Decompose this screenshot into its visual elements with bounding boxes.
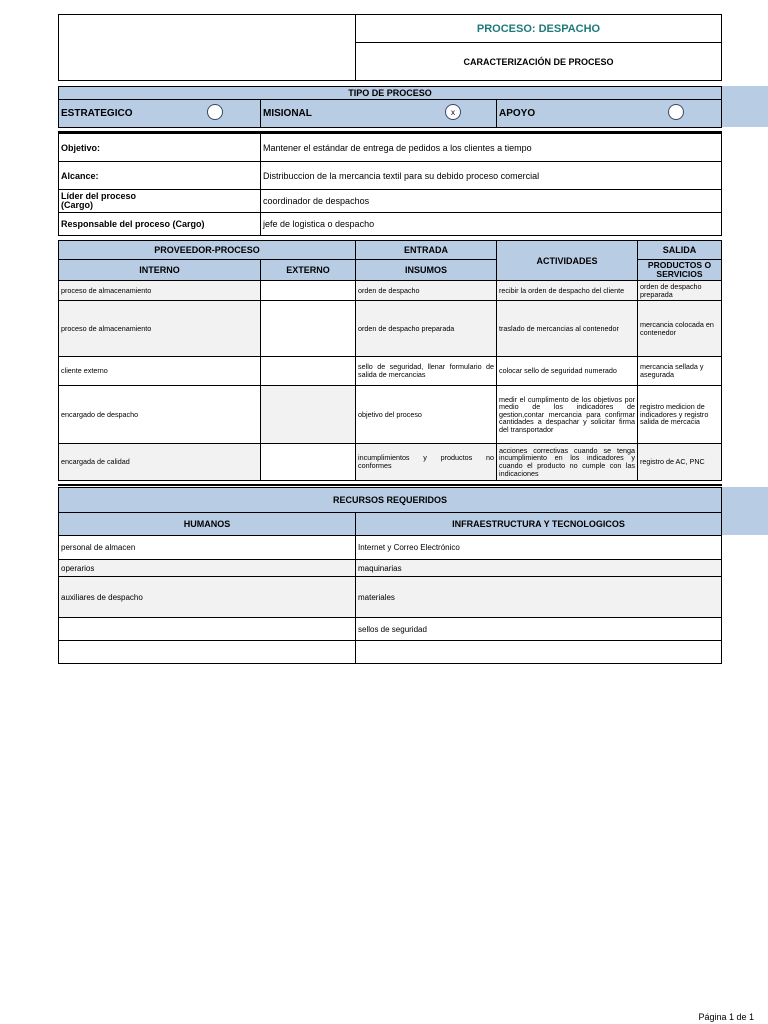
- recursos-row-1-humanos: operarios: [58, 559, 356, 577]
- header-interno: INTERNO: [58, 259, 261, 281]
- estrategico-radio[interactable]: [207, 104, 223, 120]
- table-row-4-externo: [260, 443, 356, 481]
- table-row-4-interno: encargada de calidad: [58, 443, 261, 481]
- header-salida: SALIDA: [637, 240, 722, 260]
- table-row-2-interno: cliente externo: [58, 356, 261, 386]
- table-row-3-externo: [260, 385, 356, 444]
- recursos-row-3-humanos: [58, 617, 356, 641]
- page-number: Página 1 de 1: [698, 1012, 754, 1022]
- process-title: [355, 14, 722, 43]
- table-row-1-salida: mercancia colocada en contenedor: [637, 300, 722, 357]
- recursos-row-3-infra: sellos de seguridad: [355, 617, 722, 641]
- recursos-row-0-infra: Internet y Correo Electrónico: [355, 535, 722, 560]
- header-actividades: ACTIVIDADES: [496, 240, 638, 281]
- table-row-3-insumos: objetivo del proceso: [355, 385, 497, 444]
- header-insumos: INSUMOS: [355, 259, 497, 281]
- table-row-0-insumos: orden de despacho: [355, 280, 497, 301]
- alcance-label: Alcance:: [58, 161, 261, 190]
- recursos-row-4-infra: [355, 640, 722, 664]
- table-row-0-salida: orden de despacho preparada: [637, 280, 722, 301]
- lider-label: Líder del proceso (Cargo): [58, 189, 261, 213]
- lider-value: coordinador de despachos: [260, 189, 722, 213]
- recursos-row-1-infra: maquinarias: [355, 559, 722, 577]
- tipo-proceso-heading: TIPO DE PROCESO: [58, 86, 722, 100]
- table-row-4-salida: registro de AC, PNC: [637, 443, 722, 481]
- process-title-text: PROCESO: DESPACHO: [476, 22, 601, 35]
- recursos-row-2-humanos: auxiliares de despacho: [58, 576, 356, 618]
- apoyo-radio[interactable]: [668, 104, 684, 120]
- table-row-0-actividades: recibir la orden de despacho del cliente: [496, 280, 638, 301]
- table-row-3-salida: registro medicion de indicadores y registro salida de mercacia: [637, 385, 722, 444]
- side-decoration: [722, 487, 768, 535]
- objetivo-label: Objetivo:: [58, 133, 261, 162]
- header-infraestructura: INFRAESTRUCTURA Y TECNOLOGICOS: [355, 512, 722, 536]
- responsable-value: jefe de logistica o despacho: [260, 212, 722, 236]
- table-row-4-actividades: acciones correctivas cuando se tenga incumplimiento en los indicadores y cuando el producto no cumple con las indicaciones: [496, 443, 638, 481]
- header-externo: EXTERNO: [260, 259, 356, 281]
- tipo-misional: MISIONAL: [260, 99, 497, 128]
- table-row-2-salida: mercancia sellada y asegurada: [637, 356, 722, 386]
- recursos-row-2-infra: materiales: [355, 576, 722, 618]
- responsable-label: Responsable del proceso (Cargo): [58, 212, 261, 236]
- table-row-3-interno: encargado de despacho: [58, 385, 261, 444]
- table-row-0-interno: proceso de almacenamiento: [58, 280, 261, 301]
- table-row-1-insumos: orden de despacho preparada: [355, 300, 497, 357]
- header-productos: PRODUCTOS O SERVICIOS: [637, 259, 722, 281]
- alcance-value: Distribuccion de la mercancia textil para su debido proceso comercial: [260, 161, 722, 190]
- table-row-2-insumos: sello de seguridad, llenar formulario de salida de mercancias: [355, 356, 497, 386]
- document-subtitle: CARACTERIZACIÓN DE PROCESO: [355, 42, 722, 81]
- header-logo-area: [58, 14, 356, 81]
- objetivo-value: Mantener el estándar de entrega de pedidos a los clientes a tiempo: [260, 133, 722, 162]
- table-row-1-externo: [260, 300, 356, 357]
- table-row-2-externo: [260, 356, 356, 386]
- table-row-2-actividades: colocar sello de seguridad numerado: [496, 356, 638, 386]
- side-decoration: [722, 86, 768, 127]
- misional-radio[interactable]: x: [445, 104, 461, 120]
- table-row-1-interno: proceso de almacenamiento: [58, 300, 261, 357]
- divider: [58, 484, 722, 486]
- header-humanos: HUMANOS: [58, 512, 356, 536]
- tipo-estrategico: ESTRATEGICO: [58, 99, 261, 128]
- table-row-4-insumos: incumplimientos y productos no conformes: [355, 443, 497, 481]
- recursos-heading: RECURSOS REQUERIDOS: [58, 487, 722, 513]
- recursos-row-0-humanos: personal de almacen: [58, 535, 356, 560]
- tipo-apoyo: APOYO: [496, 99, 722, 128]
- table-row-0-externo: [260, 280, 356, 301]
- header-proveedor: PROVEEDOR-PROCESO: [58, 240, 356, 260]
- table-row-3-actividades: medir el cumplimento de los objetivos por medio de los indicadores de gestion,contar mercancia para confirmar cantidades a despachar y solicitar firma del transportador: [496, 385, 638, 444]
- table-row-1-actividades: traslado de mercancias al contenedor: [496, 300, 638, 357]
- header-entrada: ENTRADA: [355, 240, 497, 260]
- recursos-row-4-humanos: [58, 640, 356, 664]
